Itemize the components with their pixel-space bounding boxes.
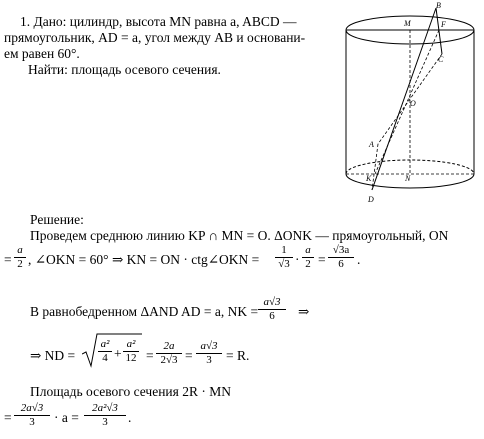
s3-frac	[258, 296, 286, 323]
s2-prefix: =	[4, 252, 12, 267]
s4-plus: +	[114, 346, 122, 361]
s4-eq2: =	[185, 348, 193, 363]
s2-mid: , ∠OKN = 60° ⇒ KN = ON · ctg∠OKN =	[28, 252, 260, 267]
s4-root-frac-2-num: a²	[126, 338, 136, 350]
s4-prefix: ⇒ ND =	[30, 348, 76, 363]
s6-frac-2-den: 3	[84, 415, 126, 429]
s6-frac-1	[14, 402, 50, 429]
s6-frac-2	[84, 402, 126, 429]
s6-prefix: =	[4, 410, 12, 425]
s3-text: В равнобедренном ΔAND AD = a, NK =	[30, 304, 259, 319]
problem-line-2: прямоугольник, AD = a, угол между AB и основани-	[4, 30, 306, 45]
s2-frac-1-num: a	[17, 244, 23, 256]
s2-frac-1	[14, 244, 26, 271]
s2-frac-4-den: 6	[328, 257, 354, 271]
s2-eq: =	[318, 252, 326, 267]
label-b: B	[436, 2, 441, 10]
s4-frac-2-den: 3	[196, 353, 222, 367]
s4-root-frac-1-num: a²	[100, 338, 110, 350]
s2-frac-2	[275, 244, 293, 271]
s3-frac-num: a√3	[263, 296, 281, 308]
s6-frac-1-num: 2a√3	[20, 402, 44, 414]
cylinder-figure	[338, 2, 484, 208]
label-n: N	[405, 174, 411, 183]
s4-frac-2	[196, 340, 222, 367]
s2-frac-2-num: 1	[281, 244, 287, 256]
label-c: C	[438, 55, 444, 64]
s2-frac-1-den: 2	[14, 257, 26, 271]
s2-frac-4	[328, 244, 354, 271]
s4-frac-2-num: a√3	[200, 340, 218, 352]
s2-frac-2-den: √3	[275, 257, 293, 271]
problem-line-1: 1. Дано: цилиндр, высота MN равна a, ABCD —	[20, 14, 297, 29]
s6-end: .	[128, 410, 132, 425]
solution-heading: Решение:	[30, 212, 84, 227]
s3-frac-den: 6	[258, 309, 286, 323]
s2-frac-3-num: a	[305, 244, 311, 256]
s2-end: .	[357, 252, 361, 267]
s6-frac-1-den: 3	[14, 415, 50, 429]
label-k: K	[366, 174, 372, 183]
s4-root-frac-2-den: 12	[123, 351, 139, 365]
problem-line-3: ем равен 60°.	[4, 46, 80, 61]
s2-dot: ·	[295, 252, 300, 267]
edge-bd	[372, 8, 436, 190]
s4-root-frac-2	[123, 338, 139, 365]
s2-frac-4-num: √3a	[332, 244, 350, 256]
s4-frac-1-num: 2a	[163, 340, 175, 352]
problem-line-4: Найти: площадь осевого сечения.	[28, 62, 221, 77]
s6-frac-2-num: 2a²√3	[92, 402, 118, 414]
label-a: A	[369, 140, 374, 149]
s6-mid: · a =	[54, 410, 79, 425]
s4-eq1: =	[146, 348, 154, 363]
label-d: D	[368, 195, 374, 204]
s4-end: = R.	[226, 348, 250, 363]
edge-bc	[436, 8, 442, 54]
label-f: F	[441, 20, 446, 29]
s4-frac-1-den: 2√3	[156, 353, 182, 367]
s2-frac-3-den: 2	[302, 257, 314, 271]
s4-root-frac-1-den: 4	[98, 351, 112, 365]
s4-root-frac-1	[98, 338, 112, 365]
s2-frac-3	[302, 244, 314, 271]
solution-line-1: Проведем среднюю линию KP ∩ MN = O. ΔONK — прямоугольный, ON	[30, 228, 449, 243]
edge-ad	[372, 144, 378, 190]
label-m: M	[404, 19, 411, 28]
midline-kf	[375, 30, 439, 174]
solution-line-5: Площадь осевого сечения 2R · MN	[30, 384, 231, 399]
s3-arrow: ⇒	[298, 304, 310, 319]
s4-frac-1	[156, 340, 182, 367]
label-o: O	[410, 99, 416, 108]
